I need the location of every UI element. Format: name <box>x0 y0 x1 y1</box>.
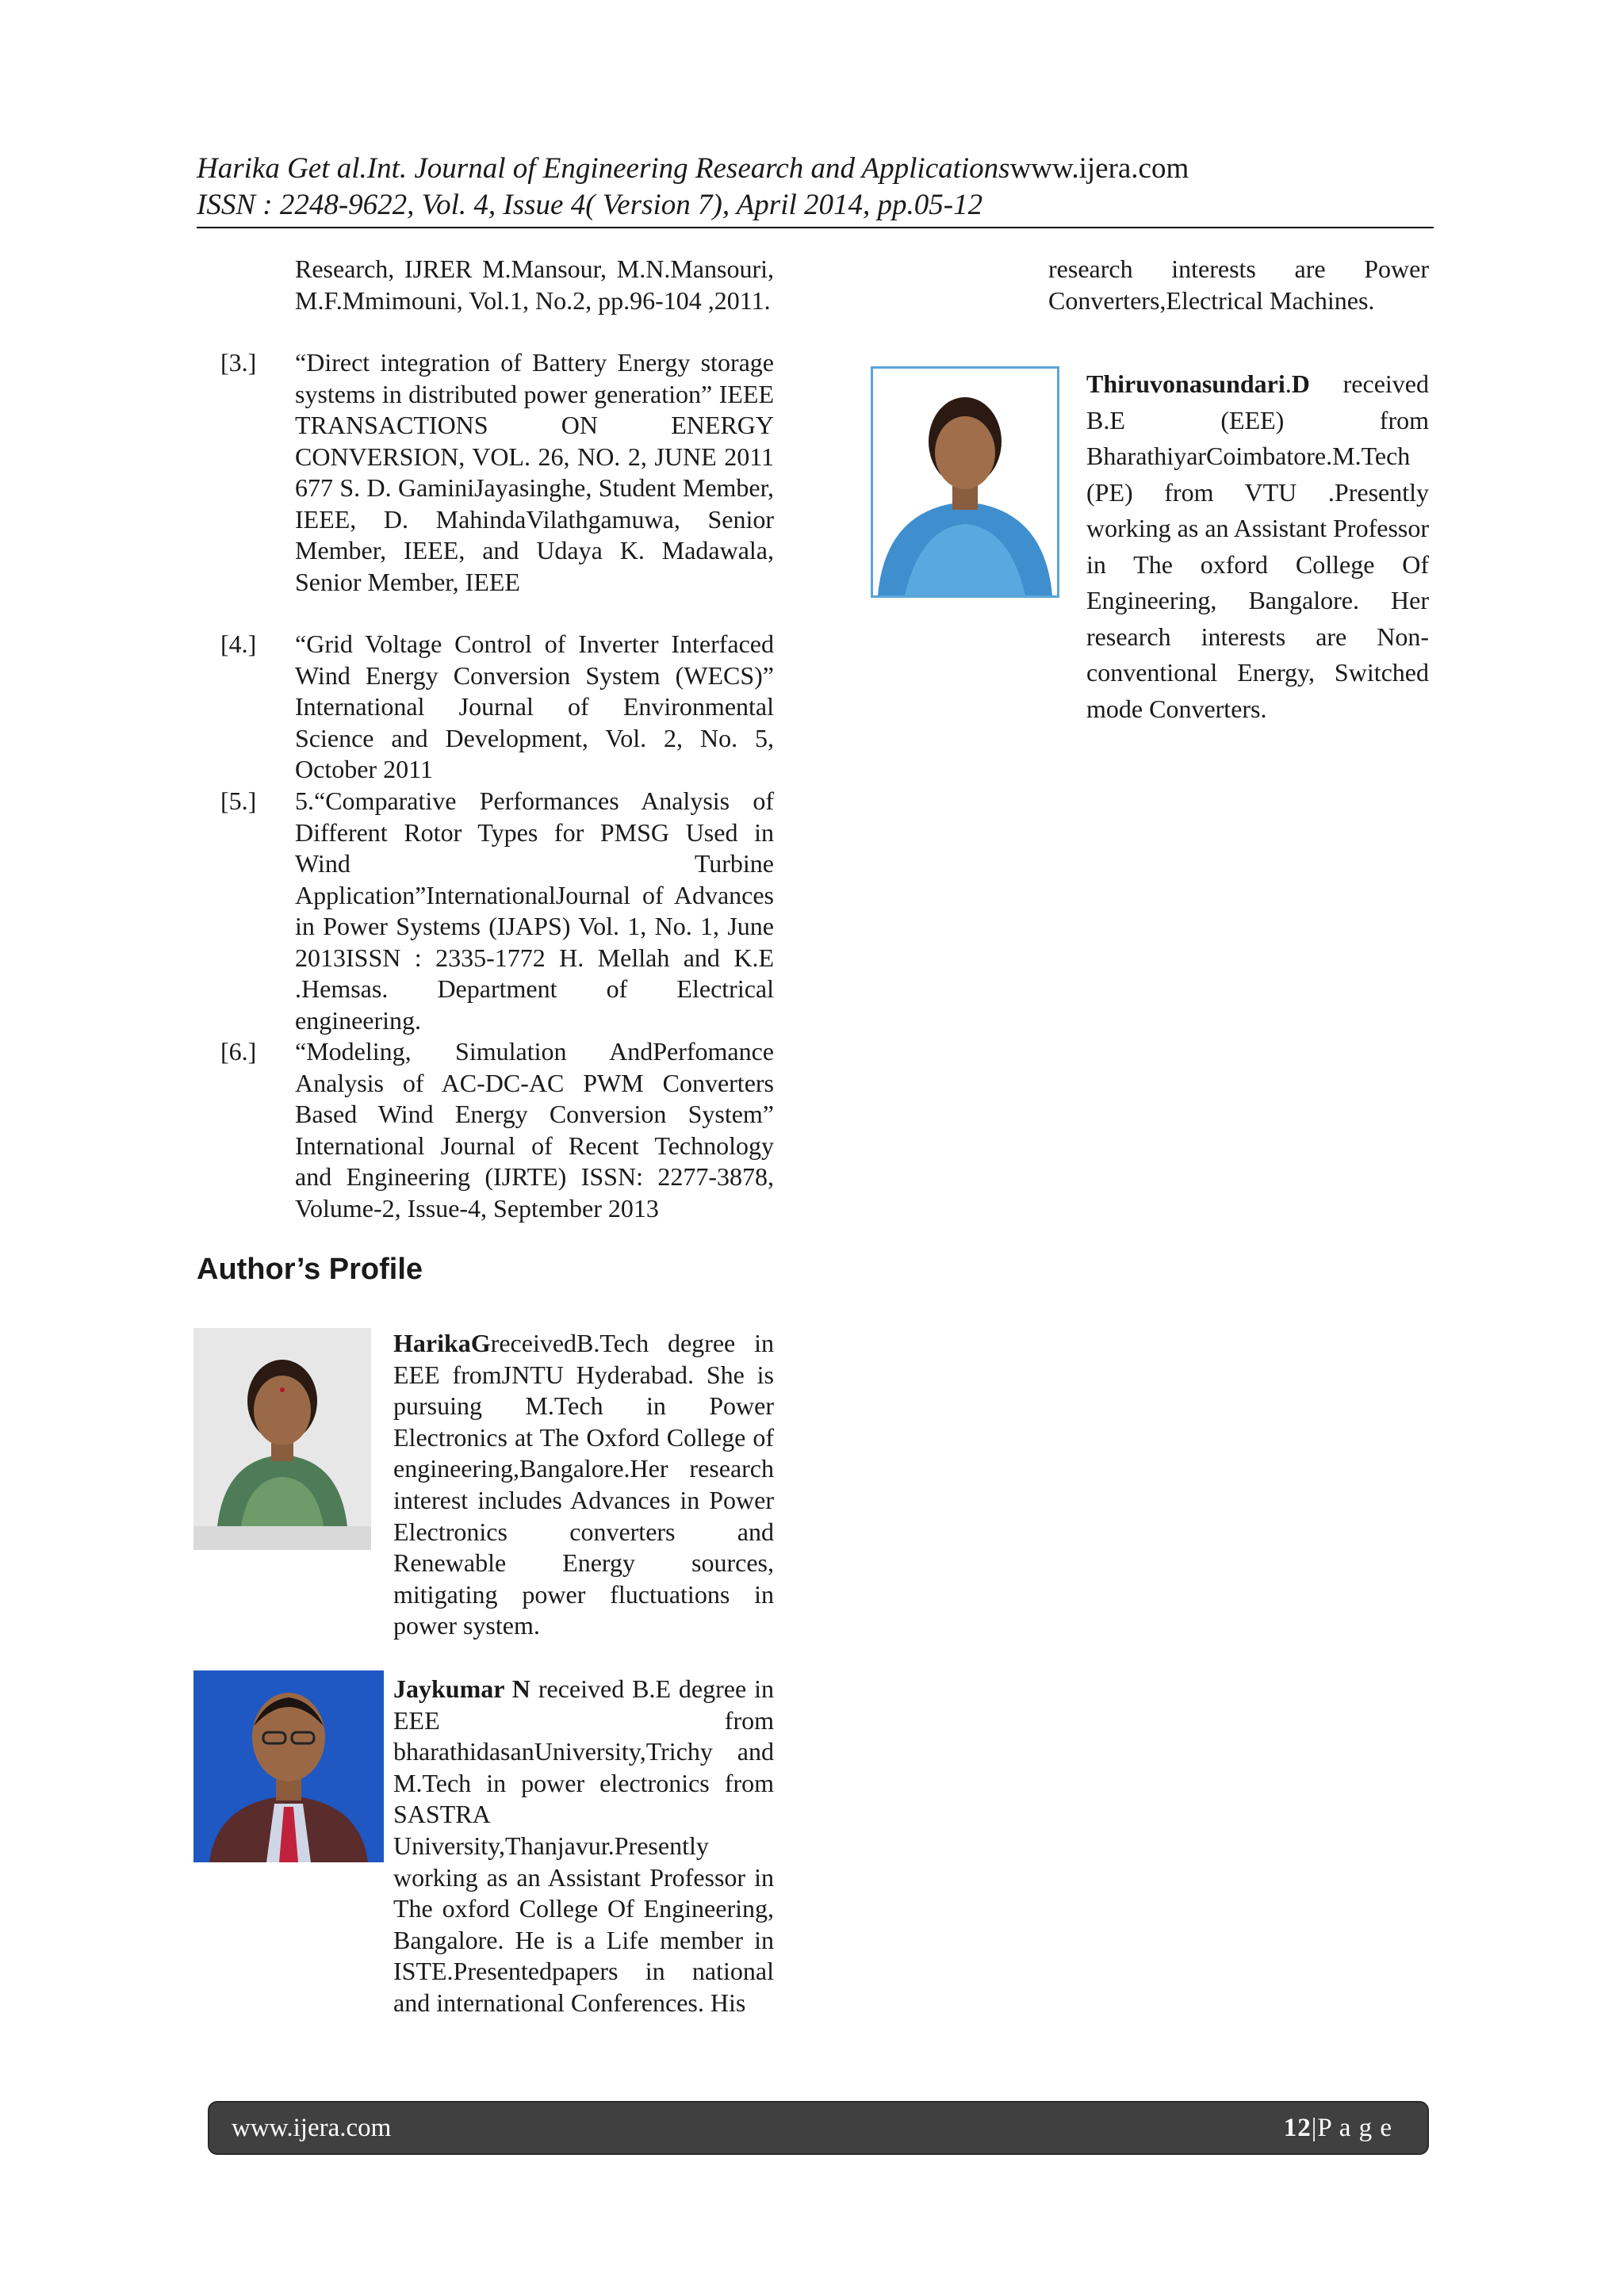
author-photo-jaykumar <box>193 1670 384 1862</box>
header-journal-title: Harika Get al.Int. Journal of Engineering Research and Applications <box>197 152 1010 185</box>
reference-item <box>220 629 774 786</box>
author-bio-thiruvonasundari <box>1086 366 1429 727</box>
page-footer <box>208 2101 1429 2155</box>
author-bio-text: receivedB.Tech degree in EEE fromJNTU Hyderabad. She is pursuing M.Tech in Power Electronics at The Oxford College of engineering,Bangalore.Her research interest includes Advances in Power Electronics converters and Renewable Energy sources, mitigating power fluctuations in power system. <box>393 1329 774 1640</box>
author-bio-text: received B.E degree in EEE from bharathidasanUniversity,Trichy and M.Tech in power electronics from SASTRA University,Thanjavur.Presently working as an Assistant Professor in The oxford College Of Engineering, Bangalore. He is a Life member in ISTE.Presentedpapers in national and international Conferences. His <box>393 1674 774 2017</box>
portrait-image <box>193 1328 371 1550</box>
author-name: HarikaG <box>393 1329 491 1357</box>
footer-page-number: 12 <box>1283 2114 1312 2142</box>
author-bio-harika <box>393 1328 774 1642</box>
reference-number: [4.] <box>220 629 257 658</box>
author-name-initial: D <box>1291 369 1310 398</box>
footer-page-label: |P a g e <box>1311 2114 1392 2142</box>
reference-text: “Direct integration of Battery Energy storage systems in distributed power generation” IEEE TRANSACTIONS ON ENERGY CONVERSION, VOL. 26, NO. 2, JUNE 2011 677 S. D. GaminiJayasinghe, Student Member, IEEE, D. MahindaVilathgamuwa, Senior Member, IEEE, and Udaya K. Madawala, Senior Member, IEEE <box>295 348 774 596</box>
author-name-dot: . <box>1285 369 1292 398</box>
author-bio-text: received B.E (EEE) from BharathiyarCoimbatore.M.Tech (PE) from VTU .Presently working as an Assistant Professor in The oxford College Of Engineering, Bangalore. Her research interests are Non-conventional Energy, Switched mode Converters. <box>1086 369 1429 723</box>
authors-profile-heading: Author’s Profile <box>197 1253 423 1286</box>
portrait-image <box>193 1670 384 1862</box>
reference-item <box>220 1036 774 1224</box>
running-header <box>197 151 1434 224</box>
reference-continuation: Research, IJRER M.Mansour, M.N.Mansouri, M.F.Mmimouni, Vol.1, No.2, pp.96-104 ,2011. <box>295 254 774 315</box>
author-name: Jaykumar N <box>393 1674 530 1703</box>
author-photo-thiruvonasundari <box>871 366 1059 598</box>
author-photo-harika <box>193 1328 371 1550</box>
author-name: Thiruvonasundari <box>1086 369 1285 398</box>
footer-url: www.ijera.com <box>232 2114 392 2142</box>
reference-text: “Modeling, Simulation AndPerfomance Analysis of AC-DC-AC PWM Converters Based Wind Energy Conversion System” International Journal of Recent Technology and Engineering (IJRTE) ISSN: 2277-3878, Volume-2, Issue-4, September 2013 <box>295 1037 774 1223</box>
author-bio-jaykumar <box>393 1674 774 2019</box>
reference-number: [6.] <box>220 1037 257 1066</box>
reference-text: 5.“Comparative Performances Analysis of Different Rotor Types for PMSG Used in Wind Turbine Application”InternationalJournal of Advances in Power Systems (IJAPS) Vol. 1, No. 1, June 2013ISSN : 2335-1772 H. Mellah and K.E .Hemsas. Department of Electrical engineering. <box>295 786 774 1035</box>
portrait-image <box>873 369 1057 595</box>
reference-text: “Grid Voltage Control of Inverter Interfaced Wind Energy Conversion System (WECS)” International Journal of Environmental Science and Development, Vol. 2, No. 5, October 2011 <box>295 629 774 783</box>
reference-item <box>220 786 774 1036</box>
header-rule <box>197 227 1434 228</box>
footer-page-indicator <box>1284 2114 1392 2143</box>
author-bio-jaykumar-continued: research interests are Power Converters,Electrical Machines. <box>1048 254 1429 315</box>
reference-number: [5.] <box>220 786 257 815</box>
header-journal-line <box>197 151 1434 187</box>
reference-number: [3.] <box>220 348 257 377</box>
reference-item <box>220 347 774 598</box>
header-url: www.ijera.com <box>1009 152 1189 185</box>
header-issn-line: ISSN : 2248-9622, Vol. 4, Issue 4( Version 7), April 2014, pp.05-12 <box>197 189 983 221</box>
